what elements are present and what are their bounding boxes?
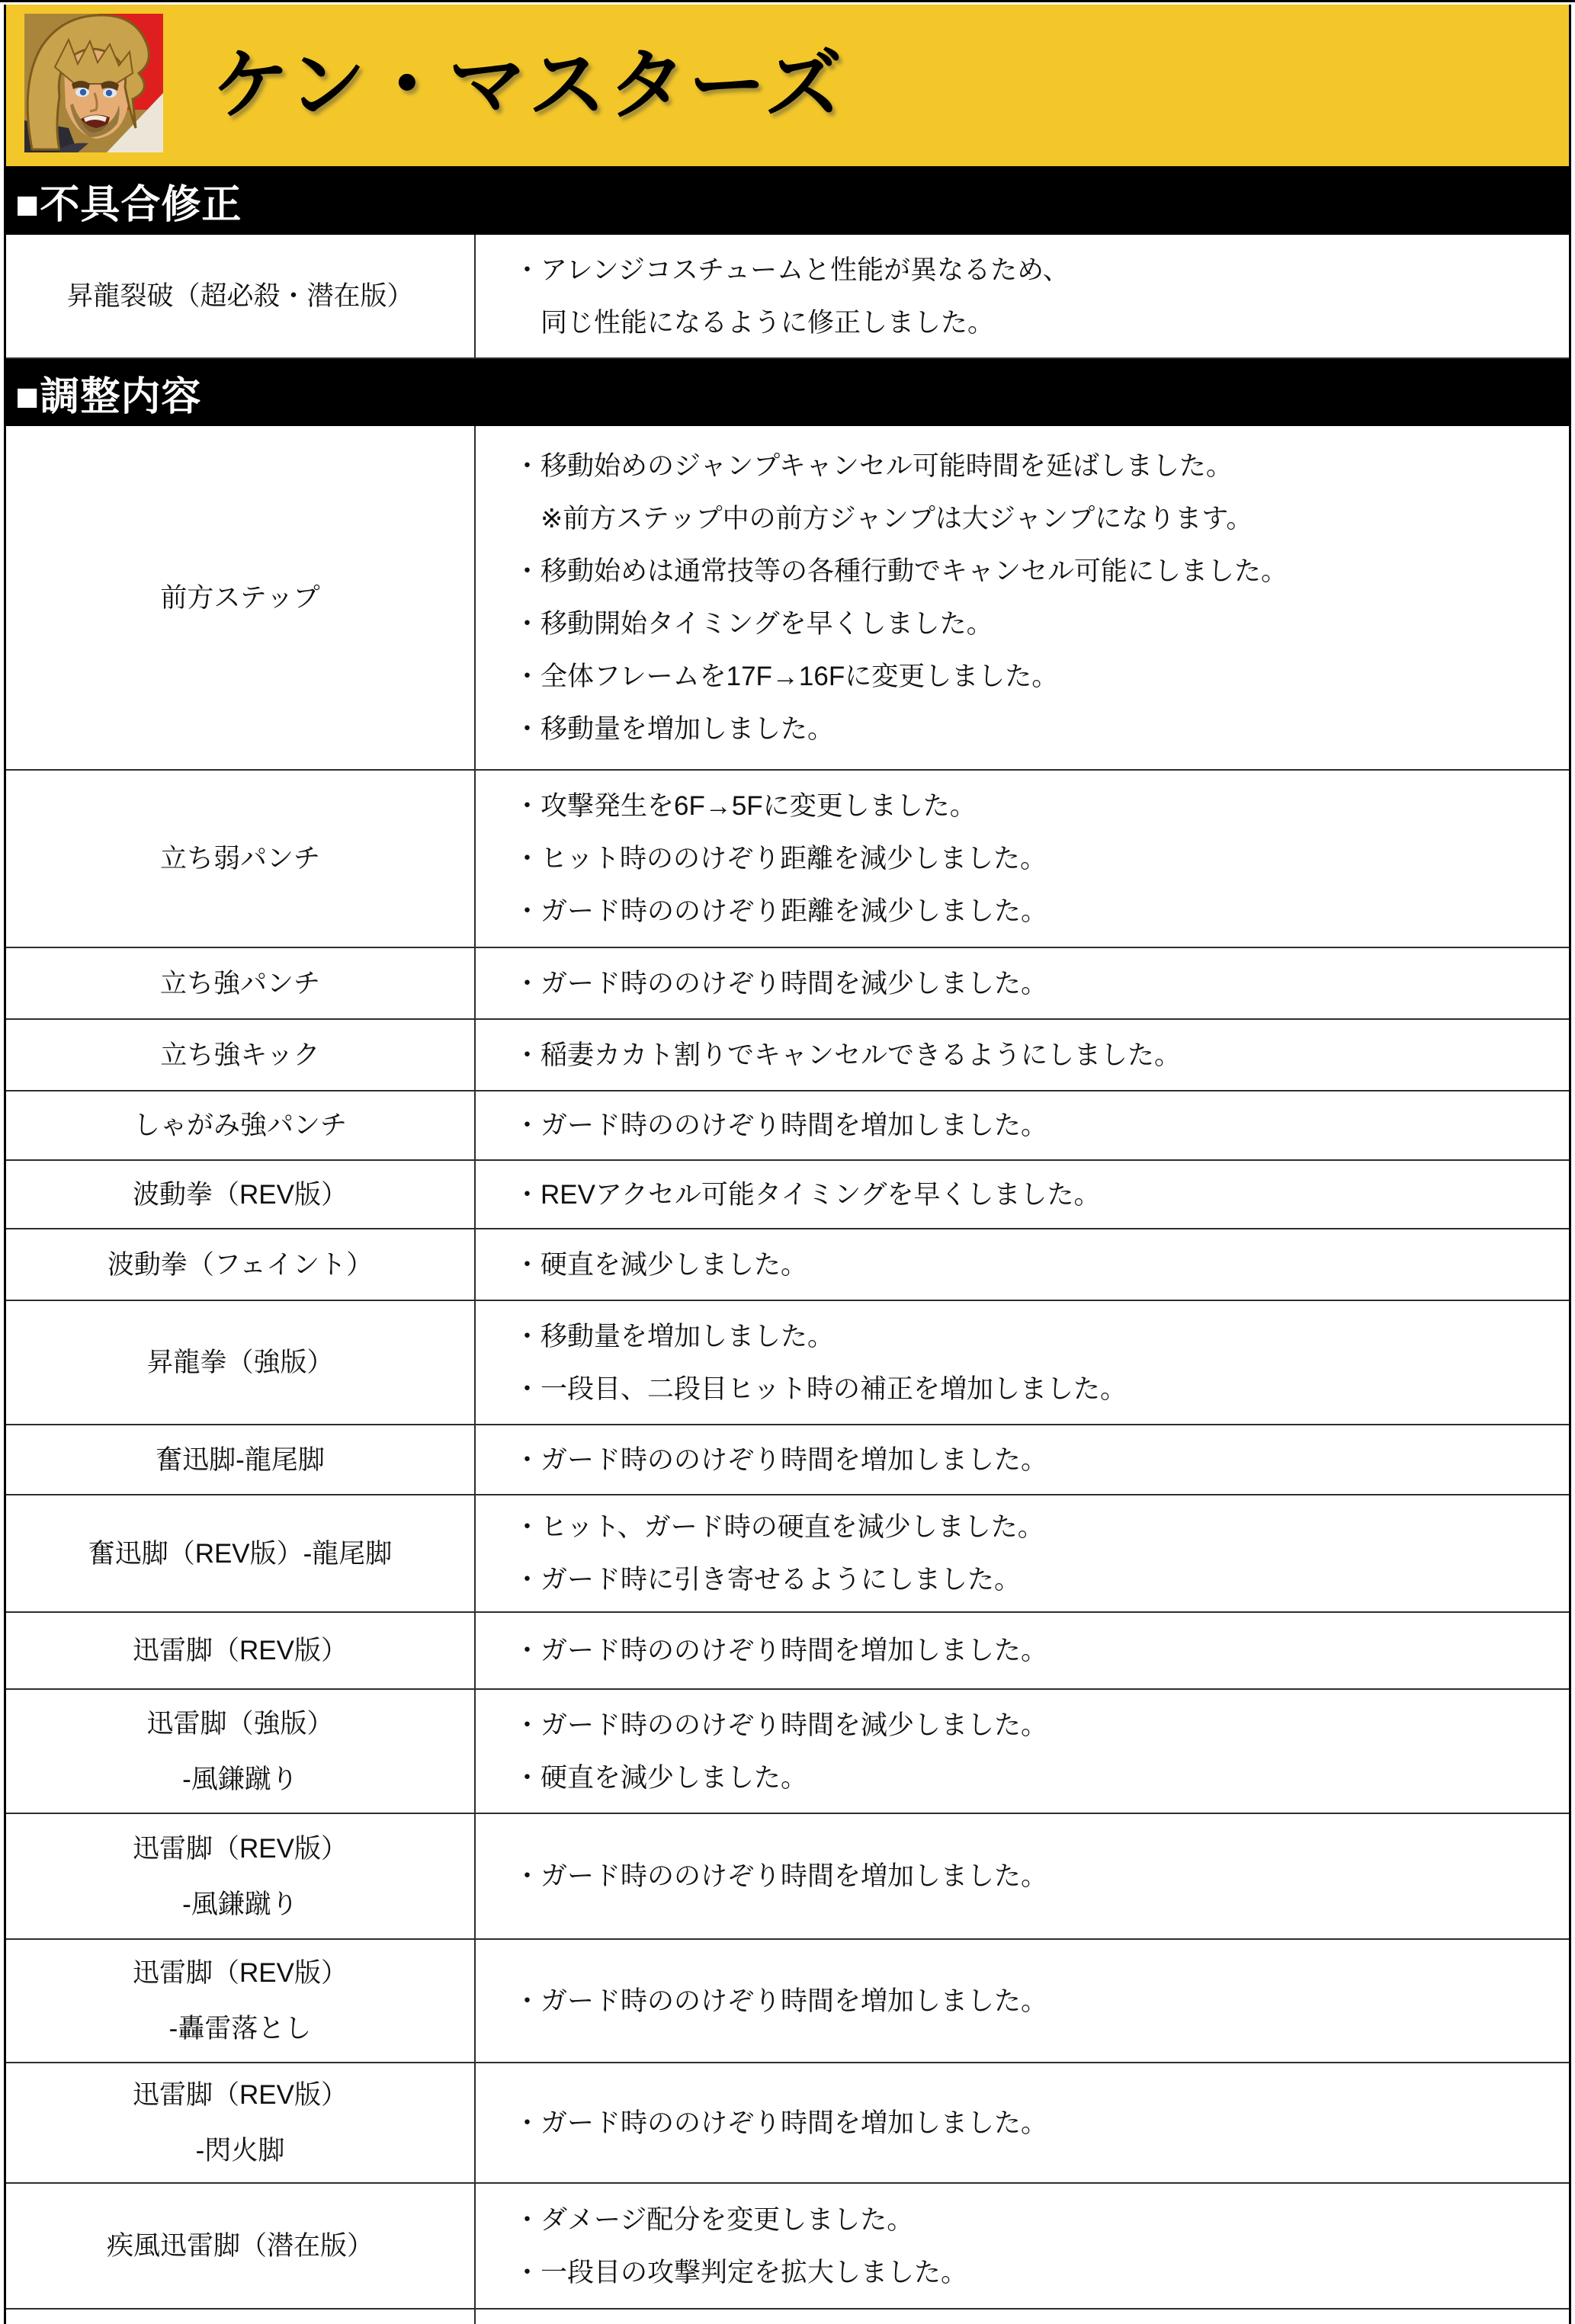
- move-name: 昇龍拳（強版）: [146, 1348, 334, 1377]
- move-name-cell: [6, 426, 476, 769]
- move-name-cell: [6, 1690, 476, 1813]
- change-line: ・ガード時ののけぞり時間を増加しました。: [514, 1986, 1048, 2016]
- move-name: 前方ステップ: [160, 582, 320, 613]
- move-changes-cell: [476, 1690, 1569, 1813]
- table-row: [6, 1690, 1569, 1814]
- table-row: [6, 1814, 1569, 1940]
- table-row: [6, 1301, 1569, 1425]
- change-line: ・硬直を減少しました。: [514, 1762, 808, 1793]
- move-name-cell: [6, 2310, 476, 2324]
- move-changes-cell: [476, 1020, 1569, 1090]
- move-name: しゃがみ強パンチ: [133, 1111, 347, 1140]
- move-changes-cell: [476, 1161, 1569, 1228]
- move-name: 立ち強キック: [160, 1040, 320, 1070]
- character-avatar: [24, 14, 163, 152]
- change-line: ・全体フレームを17F→16Fに変更しました。: [514, 662, 1059, 691]
- change-line: ・ガード時ののけぞり時間を減少しました。: [514, 968, 1048, 999]
- move-name: 迅雷脚（REV版）: [133, 1833, 348, 1864]
- page-top-divider: [0, 0, 1575, 2]
- change-line: ・ガード時に引き寄せるようにしました。: [514, 1565, 1022, 1595]
- change-line: ・ガード時ののけぞり時間を増加しました。: [514, 1861, 1048, 1891]
- move-name-cell: [6, 1161, 476, 1228]
- move-name: 奮迅脚-龍尾脚: [156, 1444, 325, 1475]
- move-name: -風鎌蹴り: [182, 1889, 298, 1919]
- move-name: 奮迅脚（REV版）-龍尾脚: [88, 1538, 393, 1569]
- move-changes-cell: [476, 1814, 1569, 1938]
- table-row: [6, 771, 1569, 948]
- table-row: [6, 1091, 1569, 1161]
- change-line: ・稲妻カカト割りでキャンセルできるようにしました。: [514, 1040, 1182, 1070]
- table-row: [6, 2063, 1569, 2184]
- table-row: [6, 1425, 1569, 1495]
- table-row: [6, 1229, 1569, 1301]
- move-name-cell: [6, 1940, 476, 2062]
- change-line: ・一段目、二段目ヒット時の補正を増加しました。: [514, 1374, 1127, 1404]
- move-changes-cell: [476, 948, 1569, 1018]
- change-line: ・ヒット時ののけぞり距離を減少しました。: [514, 844, 1047, 874]
- move-name: 立ち弱パンチ: [159, 844, 320, 874]
- table-row: [6, 2184, 1569, 2310]
- move-name-cell: [6, 771, 476, 947]
- change-line: ・移動始めのジャンプキャンセル可能時間を延ばしました。: [514, 451, 1233, 481]
- table-row: [6, 1495, 1569, 1613]
- move-name-cell: [6, 2063, 476, 2182]
- move-name: 立ち強パンチ: [159, 968, 320, 999]
- move-changes-cell: [476, 1229, 1569, 1300]
- move-name-cell: [6, 1495, 476, 1611]
- table-row: [6, 1020, 1569, 1091]
- move-name: 波動拳（フェイント）: [107, 1249, 374, 1280]
- change-line: ・ガード時ののけぞり時間を減少しました。: [514, 1710, 1048, 1740]
- patch-notes-table: [4, 5, 1571, 2324]
- table-row: [6, 1161, 1569, 1229]
- change-line: ・ヒット、ガード時の硬直を減少しました。: [514, 1512, 1044, 1542]
- move-name: 波動拳（REV版）: [133, 1179, 348, 1210]
- move-changes-cell: [476, 2310, 1569, 2324]
- move-name: 迅雷脚（REV版）: [133, 2080, 348, 2110]
- change-line: 同じ性能になるように修正しました。: [514, 307, 995, 338]
- table-row-partial: [6, 2310, 1569, 2324]
- move-name: 昇龍裂破（超必殺・潜在版）: [66, 281, 414, 311]
- move-name-cell: [6, 1229, 476, 1300]
- move-changes-cell: [476, 1495, 1569, 1611]
- table-row: [6, 1613, 1569, 1690]
- move-name-cell: [6, 2184, 476, 2308]
- change-line: ・REVアクセル可能タイミングを早くしました。: [514, 1179, 1101, 1210]
- change-line: ※前方ステップ中の前方ジャンプは大ジャンプになります。: [514, 504, 1253, 534]
- table-row: [6, 948, 1569, 1020]
- change-line: ・移動開始タイミングを早くしました。: [514, 609, 993, 639]
- section-bar-bugfix: [6, 166, 1569, 235]
- move-changes-cell: [476, 426, 1569, 769]
- change-line: ・ガード時ののけぞり時間を増加しました。: [514, 2108, 1048, 2138]
- change-line: ・アレンジコスチュームと性能が異なるため、: [514, 255, 1070, 285]
- change-line: ・移動始めは通常技等の各種行動でキャンセル可能にしました。: [514, 556, 1288, 586]
- move-changes-cell: [476, 1091, 1569, 1159]
- move-changes-cell: [476, 1940, 1569, 2062]
- change-line: ・ダメージ配分を変更しました。: [514, 2204, 914, 2235]
- change-line: ・ガード時ののけぞり時間を増加しました。: [514, 1111, 1048, 1140]
- move-changes-cell: [476, 771, 1569, 947]
- move-name: 迅雷脚（REV版）: [133, 1636, 348, 1665]
- move-changes-cell: [476, 1425, 1569, 1494]
- change-line: ・攻撃発生を6F→5Fに変更しました。: [514, 791, 977, 821]
- move-name: -風鎌蹴り: [182, 1764, 298, 1794]
- move-name-cell: [6, 1301, 476, 1424]
- change-line: ・移動量を増加しました。: [514, 1321, 835, 1351]
- table-row: [6, 426, 1569, 771]
- move-name: -閃火脚: [195, 2136, 285, 2165]
- move-name-cell: [6, 1020, 476, 1090]
- change-line: ・ガード時ののけぞり時間を増加しました。: [514, 1444, 1048, 1475]
- page-title: ケン・マスターズ: [212, 42, 845, 129]
- move-name: 迅雷脚（REV版）: [133, 1958, 348, 1988]
- change-line: ・移動量を増加しました。: [514, 714, 835, 744]
- table-row: [6, 1940, 1569, 2063]
- section-bar-adjustments-label: ■調整内容: [15, 374, 202, 419]
- change-line: ・一段目の攻撃判定を拡大しました。: [514, 2257, 968, 2287]
- change-line: ・ガード時ののけぞり時間を増加しました。: [514, 1636, 1048, 1665]
- move-name-cell: [6, 1814, 476, 1938]
- move-name-cell: [6, 948, 476, 1018]
- move-changes-cell: [476, 1613, 1569, 1688]
- change-line: ・硬直を減少しました。: [514, 1249, 808, 1280]
- move-changes-cell: [476, 2063, 1569, 2182]
- move-name: -轟雷落とし: [168, 2014, 312, 2044]
- move-changes-cell: [476, 235, 1569, 357]
- section-bar-adjustments: [6, 359, 1569, 426]
- move-changes-cell: [476, 2184, 1569, 2308]
- move-name: 迅雷脚（強版）: [146, 1708, 334, 1739]
- move-changes-cell: [476, 1301, 1569, 1424]
- move-name-cell: [6, 1091, 476, 1159]
- move-name-cell: [6, 1613, 476, 1688]
- section-bar-bugfix-label: ■不具合修正: [15, 182, 242, 227]
- move-name-cell: [6, 1425, 476, 1494]
- move-name-cell: [6, 235, 476, 357]
- change-line: ・ガード時ののけぞり距離を減少しました。: [514, 896, 1048, 926]
- move-name: 疾風迅雷脚（潜在版）: [106, 2231, 374, 2261]
- character-header: [6, 5, 1569, 166]
- table-row: [6, 235, 1569, 359]
